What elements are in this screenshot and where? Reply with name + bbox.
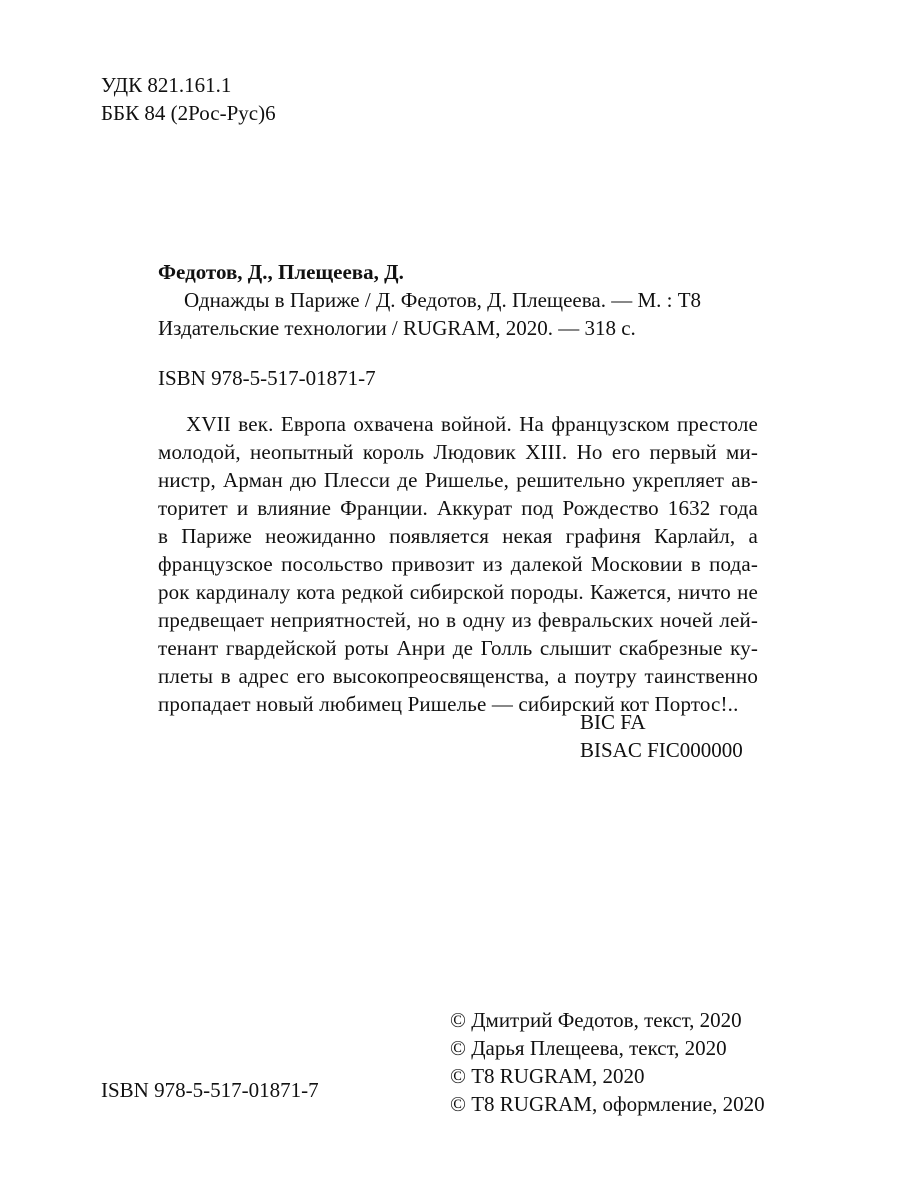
bic-code: BIC FA <box>580 710 646 734</box>
annotation-line: предвещает неприятностей, но в одну из февральских ночей лей- <box>158 608 758 632</box>
bibliographic-record <box>158 258 778 392</box>
annotation-line: молодой, неопытный король Людовик XIII. Но его первый ми- <box>158 440 758 464</box>
authors-heading: Федотов, Д., Плещеева, Д. <box>158 260 404 284</box>
copyright-line: © Т8 RUGRAM, оформление, 2020 <box>450 1092 765 1116</box>
copyright-line: © Дмитрий Федотов, текст, 2020 <box>450 1008 742 1032</box>
annotation-line: пропадает новый любимец Ришелье — сибирский кот Портос!.. <box>158 692 739 716</box>
record-publisher-line: Издательские технологии / RUGRAM, 2020. — 318 с. <box>158 316 636 340</box>
annotation-line: рок кардиналу кота редкой сибирской породы. Кажется, ничто не <box>158 580 758 604</box>
annotation-line: плеты в адрес его высокопреосвященства, а поутру таинственно <box>158 664 758 688</box>
copyright-line: © Дарья Плещеева, текст, 2020 <box>450 1036 727 1060</box>
isbn-bottom <box>101 1076 319 1104</box>
annotation-line: тенант гвардейской роты Анри де Голль слышит скабрезные ку- <box>158 636 758 660</box>
bbk-code: ББК 84 (2Рос-Рус)6 <box>101 101 276 125</box>
annotation-line: торитет и влияние Франции. Аккурат под Рождество 1632 года <box>158 496 758 520</box>
copyright-notices <box>450 1006 765 1118</box>
subject-codes <box>580 708 743 764</box>
annotation-line: нистр, Арман дю Плесси де Ришелье, решительно укрепляет ав- <box>158 468 758 492</box>
annotation-line: в Париже неожиданно появляется некая графиня Карлайл, а <box>158 524 758 548</box>
isbn-record: ISBN 978-5-517-01871-7 <box>158 366 376 390</box>
isbn-number: ISBN 978-5-517-01871-7 <box>101 1078 319 1102</box>
classification-codes <box>101 71 276 127</box>
udk-code: УДК 821.161.1 <box>101 73 232 97</box>
annotation-line: XVII век. Европа охвачена войной. На французском престоле <box>186 412 758 436</box>
annotation-line: французское посольство привозит из далекой Московии в пода- <box>158 552 758 576</box>
annotation <box>158 410 758 718</box>
copyright-line: © Т8 RUGRAM, 2020 <box>450 1064 645 1088</box>
bisac-code: BISAC FIC000000 <box>580 738 743 762</box>
record-title-line: Однажды в Париже / Д. Федотов, Д. Плещеева. — М. : Т8 <box>184 288 702 312</box>
